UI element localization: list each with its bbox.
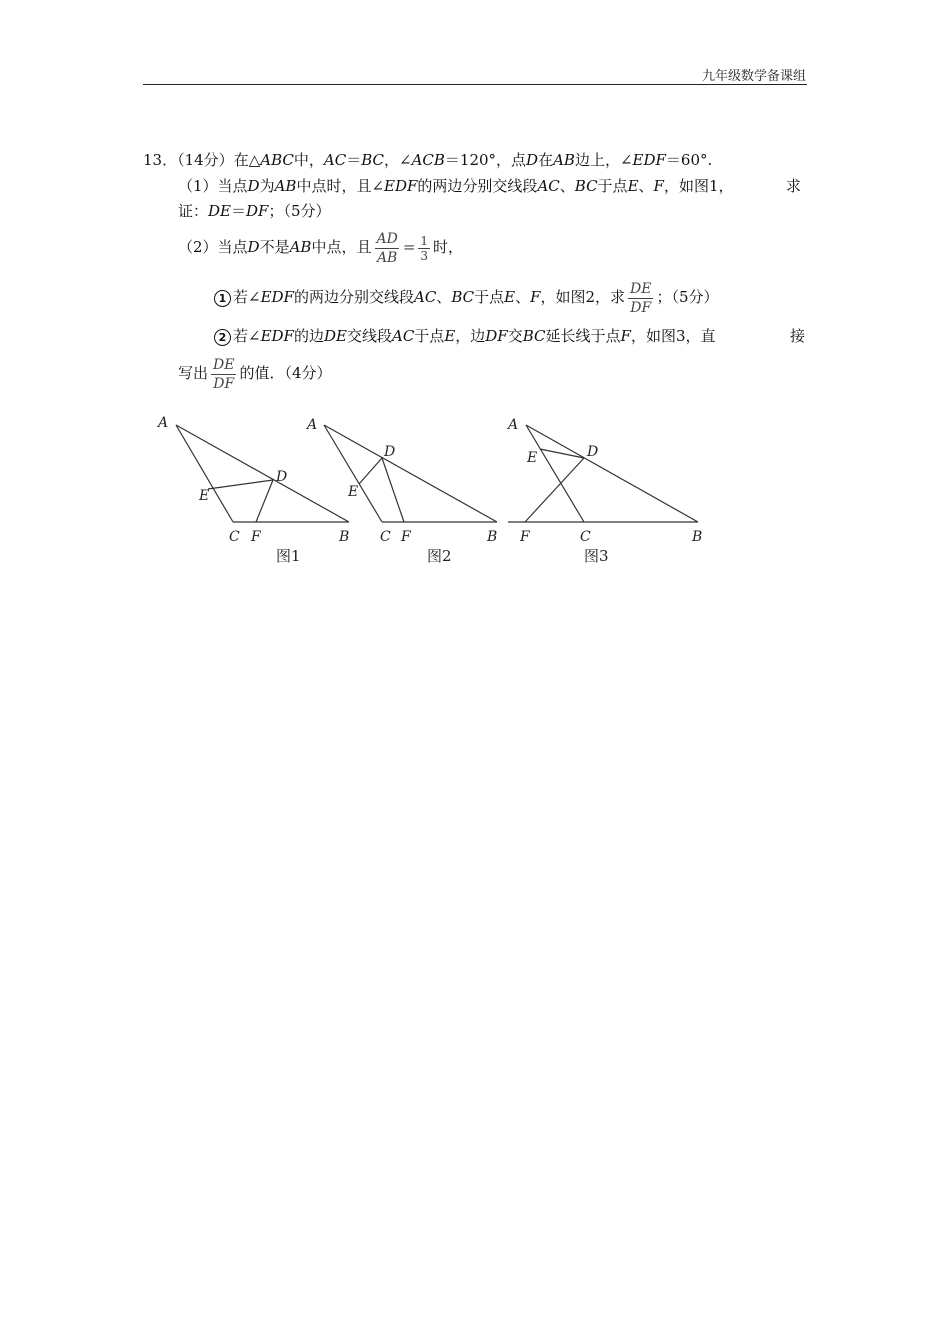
fig1-label-d: D	[276, 469, 288, 485]
figure-1	[176, 425, 349, 522]
sub2-jie: 接	[790, 327, 806, 345]
fig2-caption: 图2	[427, 547, 452, 565]
fraction-one-third: $\frac{1}{3}$	[420, 233, 429, 263]
fig2-side-ab	[324, 425, 497, 522]
sub2-line1: 2 若∠EDF的边DE交线段AC于点E，边DF交BC延长线于点F，如图3，直	[214, 326, 716, 346]
fig1-caption: 图1	[276, 547, 301, 565]
problem-points: （14分）	[177, 151, 234, 169]
fig2-side-ac	[324, 425, 382, 522]
fig3-side-ac	[526, 425, 584, 522]
circled-one-marker: 1	[214, 290, 231, 307]
fig3-label-a: A	[508, 417, 519, 433]
problem-number: 13．	[143, 151, 178, 169]
part1-qiu: 求	[786, 177, 802, 195]
fig1-segment-de	[208, 480, 273, 489]
fig3-label-e: E	[527, 450, 538, 466]
header-title: 九年级数学备课组	[701, 69, 806, 84]
part1-line1: （1）当点D为AB中点时，且∠EDF的两边分别交线段AC、BC于点E、F，如图1，	[178, 177, 734, 195]
fig3-label-b: B	[692, 529, 703, 545]
fig3-caption: 图3	[584, 547, 609, 565]
fraction-de-df-2: $\frac{DE}{DF}$	[213, 356, 235, 392]
fig1-label-f: F	[251, 529, 261, 545]
fig1-segment-df	[256, 480, 273, 522]
problem-stem: 13．（14分）在△ABC中，AC＝BC，∠ACB＝120°，点D在AB边上，∠EDF＝60°.	[143, 151, 713, 169]
circled-two-marker: 2	[214, 329, 231, 346]
fraction-ad-ab: $\frac{AD}{AB}$	[376, 230, 398, 266]
fig3-label-f: F	[520, 529, 530, 545]
fig3-side-ab	[526, 425, 698, 522]
part1-line2: 证：DE＝DF；（5分）	[178, 202, 331, 220]
sub2-line2: 写出 $\frac{DE}{DF}$ 的值．（4分）	[178, 356, 332, 392]
fig3-label-c: C	[580, 529, 591, 545]
fig1-side-ac	[176, 425, 233, 522]
fig2-label-e: E	[348, 484, 359, 500]
fig3-segment-df	[525, 458, 584, 522]
fig2-segment-de	[359, 458, 382, 484]
fraction-de-df: $\frac{DE}{DF}$	[630, 280, 652, 316]
figure-2	[324, 425, 497, 522]
part2-line: （2）当点D不是AB中点，且 $\frac{AD}{AB}$ = $\frac{1}{3}$ 时，	[178, 230, 464, 266]
fig2-label-f: F	[401, 529, 411, 545]
fig2-label-a: A	[307, 417, 318, 433]
fig1-label-b: B	[339, 529, 350, 545]
fig2-label-d: D	[384, 444, 396, 460]
fig1-label-e: E	[199, 488, 210, 504]
fig2-label-c: C	[380, 529, 391, 545]
sub1-line: 1 若∠EDF的两边分别交线段AC、BC于点E、F，如图2，求 $\frac{DE}{DF}$ ；（5分）	[214, 276, 719, 318]
fig1-label-a: A	[158, 415, 169, 431]
fig1-label-c: C	[229, 529, 240, 545]
fig3-label-d: D	[587, 444, 599, 460]
figure-3	[508, 425, 698, 522]
fig2-label-b: B	[487, 529, 498, 545]
